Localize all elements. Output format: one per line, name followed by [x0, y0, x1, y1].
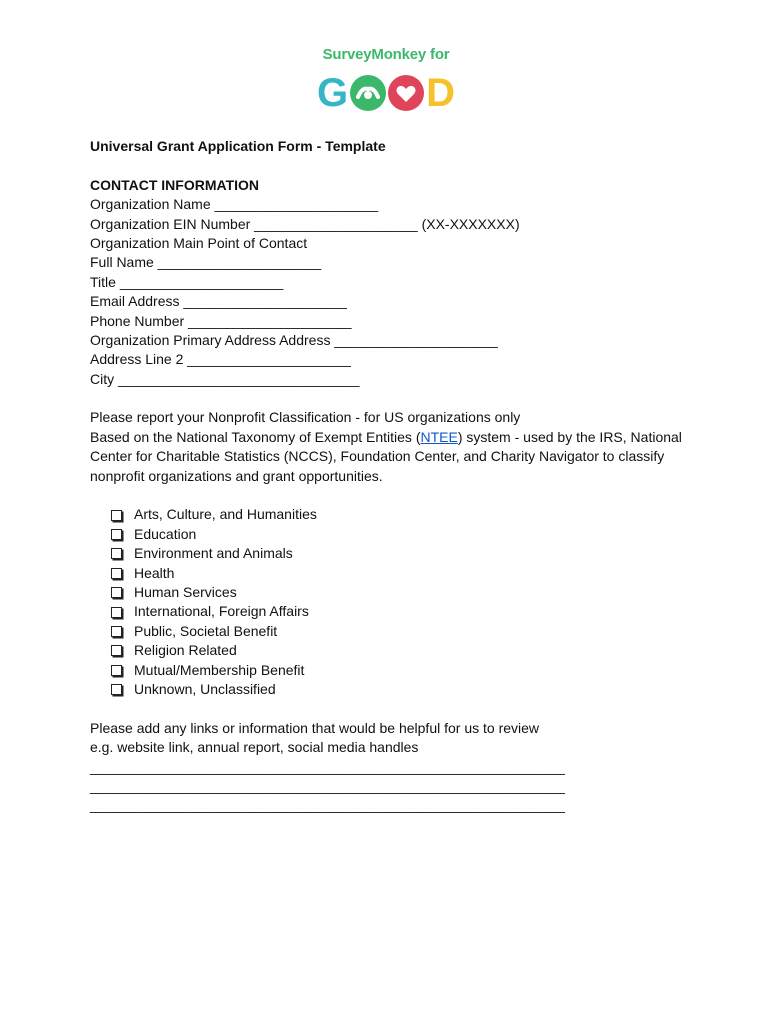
- surveymonkey-for-good-logo: [300, 46, 472, 116]
- checkbox-icon[interactable]: [111, 607, 122, 618]
- checklist-item-label: Human Services: [134, 583, 237, 600]
- links-blank-line[interactable]: _____________________________________________________________: [90, 797, 565, 814]
- checklist-item[interactable]: [111, 602, 690, 621]
- form-title: Universal Grant Application Form - Template: [90, 138, 386, 154]
- classification-desc-line1: [90, 428, 690, 447]
- checklist-item[interactable]: [111, 622, 690, 641]
- links-blank-line[interactable]: _____________________________________________________________: [90, 777, 565, 794]
- classification-desc-line2: Center for Charitable Statistics (NCCS), Foundation Center, and Charity Navigator to classify: [90, 448, 665, 465]
- checkbox-icon[interactable]: [111, 510, 122, 521]
- checklist-item[interactable]: [111, 583, 690, 602]
- address-line2-field: Address Line 2 _____________________: [90, 351, 351, 368]
- links-blank-line[interactable]: _____________________________________________________________: [90, 758, 565, 775]
- phone-field: Phone Number _____________________: [90, 312, 352, 329]
- checklist-item-label: Environment and Animals: [134, 545, 293, 562]
- org-name-field: Organization Name _____________________: [90, 196, 379, 213]
- checklist-item-label: Education: [134, 525, 197, 542]
- logo-letter-d: D: [426, 71, 455, 115]
- logo-brand-text: SurveyMonkey for: [322, 46, 450, 63]
- checklist-item-label: Public, Societal Benefit: [134, 622, 278, 639]
- city-field: City _______________________________: [90, 370, 360, 387]
- checklist-item[interactable]: [111, 661, 690, 680]
- org-ein-field: Organization EIN Number _____________________ (XX-XXXXXXX): [90, 215, 520, 232]
- links-examples: e.g. website link, annual report, social media handles: [90, 739, 419, 756]
- checklist-item[interactable]: [111, 641, 690, 660]
- main-contact-label: Organization Main Point of Contact: [90, 234, 308, 251]
- logo-heart-circle-icon: [388, 75, 424, 111]
- classification-intro: Please report your Nonprofit Classification - for US organizations only: [90, 409, 521, 426]
- logo-good-wordmark: [300, 73, 472, 113]
- form-content: [90, 137, 690, 816]
- email-field: Email Address _____________________: [90, 293, 347, 310]
- primary-address-field: Organization Primary Address Address _____________________: [90, 331, 498, 348]
- checklist-item[interactable]: [111, 544, 690, 563]
- title-field: Title _____________________: [90, 273, 284, 290]
- spacer: [90, 156, 690, 175]
- checklist-item-label: Mutual/Membership Benefit: [134, 661, 305, 678]
- checklist-item-label: Religion Related: [134, 642, 237, 659]
- checklist-item-label: International, Foreign Affairs: [134, 603, 309, 620]
- spacer: [90, 389, 690, 408]
- classification-checklist: [111, 505, 690, 699]
- checklist-item[interactable]: [111, 680, 690, 699]
- desc-before-link: Based on the National Taxonomy of Exempt Entities (: [90, 428, 421, 445]
- checkbox-icon[interactable]: [111, 645, 122, 656]
- checklist-item-label: Health: [134, 564, 175, 581]
- spacer: [90, 486, 690, 505]
- checkbox-icon[interactable]: [111, 568, 122, 579]
- checkbox-icon[interactable]: [111, 548, 122, 559]
- checklist-item[interactable]: [111, 505, 690, 524]
- checklist-item[interactable]: [111, 525, 690, 544]
- desc-after-link: ) system - used by the IRS, National: [457, 428, 682, 445]
- checklist-item-label: Unknown, Unclassified: [134, 680, 276, 697]
- checkbox-icon[interactable]: [111, 626, 122, 637]
- checkbox-icon[interactable]: [111, 684, 122, 695]
- checkbox-icon[interactable]: [111, 665, 122, 676]
- contact-heading: CONTACT INFORMATION: [90, 176, 260, 193]
- checkbox-icon[interactable]: [111, 529, 122, 540]
- ntee-link[interactable]: NTEE: [420, 428, 458, 445]
- checkbox-icon[interactable]: [111, 587, 122, 598]
- spacer: [90, 699, 690, 718]
- logo-letter-g: G: [316, 71, 349, 115]
- checklist-item-label: Arts, Culture, and Humanities: [134, 506, 317, 523]
- full-name-field: Full Name _____________________: [90, 254, 322, 271]
- logo-monkey-circle-icon: [350, 75, 386, 111]
- classification-desc-line3: nonprofit organizations and grant opportunities.: [90, 467, 383, 484]
- links-prompt: Please add any links or information that would be helpful for us to review: [90, 719, 540, 736]
- checklist-item[interactable]: [111, 564, 690, 583]
